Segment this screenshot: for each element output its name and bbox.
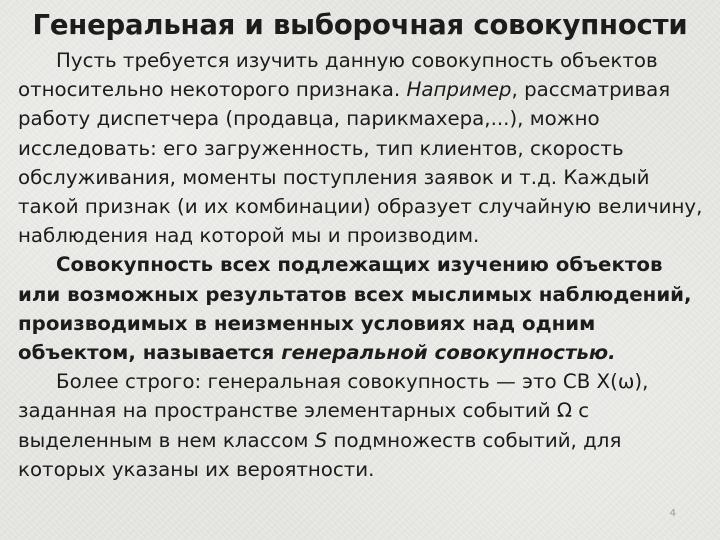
paragraph-formal-text-2: подмножеств событий, для которых указаны их вероятности. xyxy=(18,428,622,481)
paragraph-definition-term: генеральной совокупностью. xyxy=(281,341,616,365)
slide-title: Генеральная и выборочная совокупности xyxy=(32,9,688,41)
paragraph-definition xyxy=(18,250,708,367)
paragraph-intro-text-2: , рассматривая работу диспетчера (продавца, парикмахера,...), можно исследовать: его загруженность, тип клиентов, скорость обслуживания, моменты поступления заявок и т.д. Каждый такой признак (и их комбинации) образует случайную величину, наблюдения над которой мы и производим. xyxy=(18,78,703,248)
paragraph-intro-example-word: Например xyxy=(406,78,512,102)
paragraph-intro xyxy=(18,46,708,250)
slide-body xyxy=(18,46,708,484)
paragraph-definition-text: Совокупность всех подлежащих изучению объектов или возможных результатов всех мыслимых наблюдений, производимых в неизменных условиях над одним объектом, называется xyxy=(18,253,692,365)
paragraph-formal-symbol: S xyxy=(314,428,328,452)
paragraph-formal-text-1: Более строго: генеральная совокупность — это СВ X(ω), заданная на пространстве элементарных событий Ω с выделенным в нем классом xyxy=(18,370,649,452)
paragraph-intro-text-1: Пусть требуется изучить данную совокупность объектов относительно некоторого признака. xyxy=(18,49,658,102)
paragraph-formal xyxy=(18,367,708,484)
page-number: 4 xyxy=(669,508,676,519)
